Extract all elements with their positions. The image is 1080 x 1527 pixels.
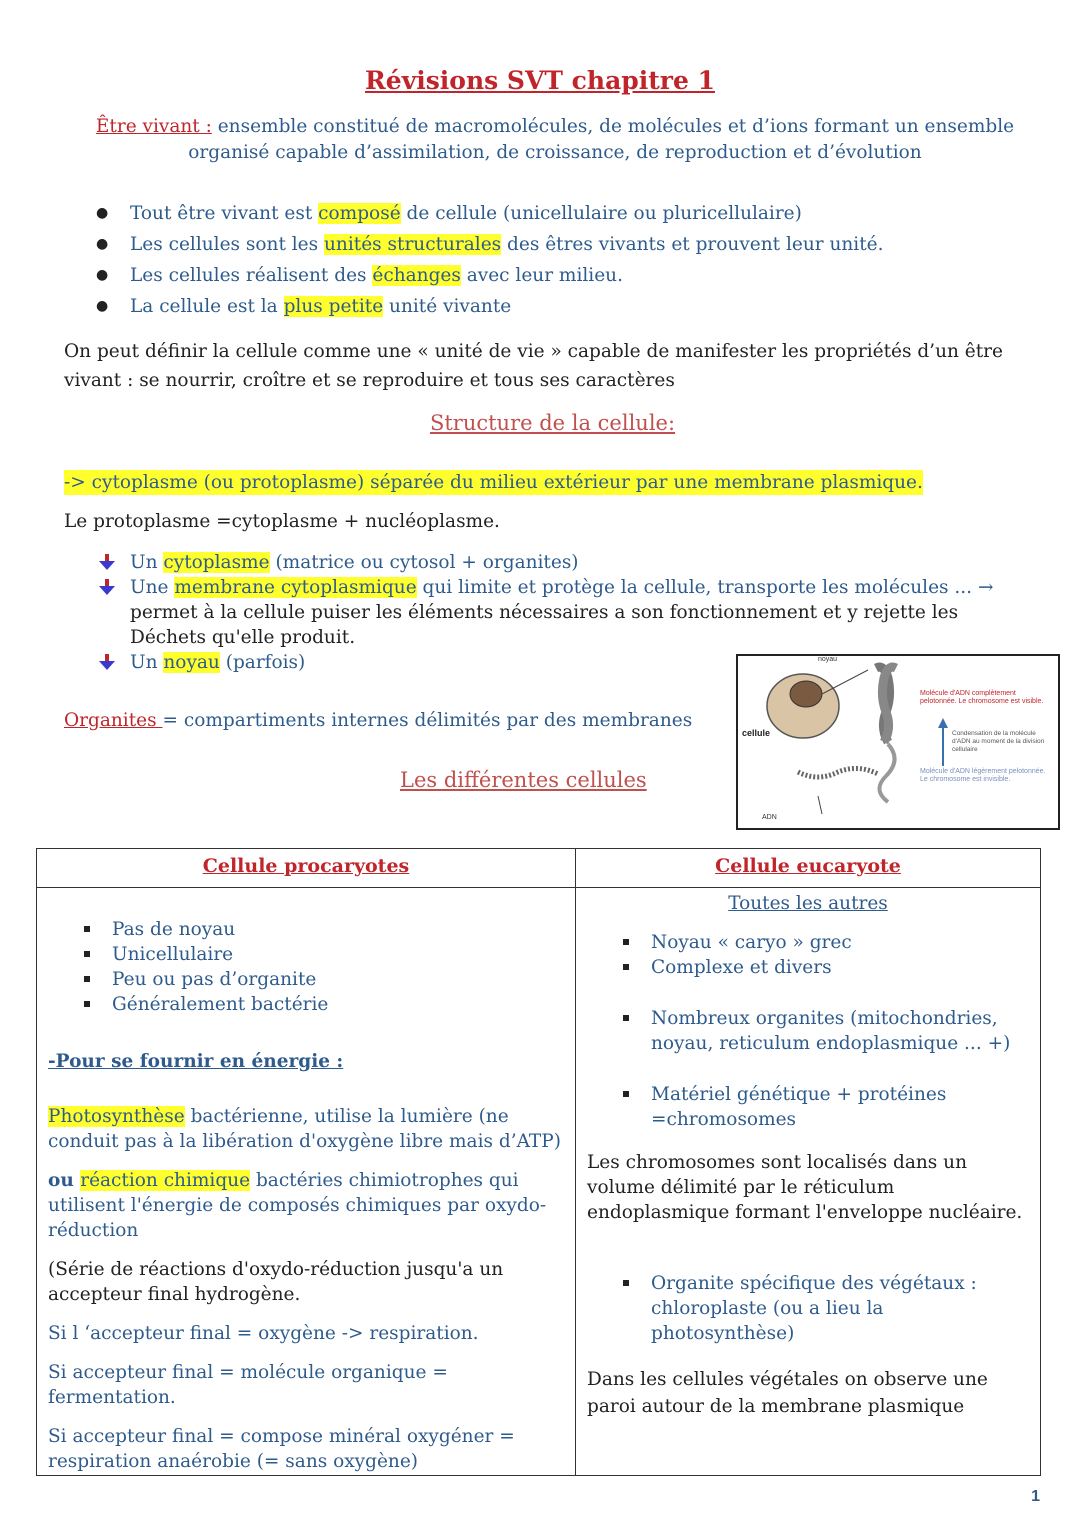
list-item: Une membrane cytoplasmique qui limite et protège la cellule, transporte les molécules ... → permet à la cellule puiser les éléments nécessaires a son fonctionnement et y rejette les Déchets qu'elle produit. <box>96 575 1026 650</box>
list-item: Noyau « caryo » grec <box>623 930 1039 955</box>
arrow-down-icon <box>98 553 116 571</box>
eucaryote-genetic <box>623 1082 1029 1132</box>
list-item: Matériel génétique + protéines =chromosomes <box>623 1082 1029 1132</box>
procaryote-cell <box>37 888 576 1476</box>
list-item: ● Tout être vivant est composé de cellule (unicellulaire ou pluricellulaire) <box>96 198 883 229</box>
structure-heading: Structure de la cellule: <box>429 411 676 435</box>
arrow-down-icon <box>98 653 116 671</box>
list-item: ● La cellule est la plus petite unité vivante <box>96 291 883 322</box>
definition-text: ensemble constitué de macromolécules, de molécules et d’ions formant un ensemble organisé capable d’assimilation, de croissance, de reproduction et d’évolution <box>188 116 1015 163</box>
list-item: ● Les cellules sont les unités structurales des êtres vivants et prouvent leur unité. <box>96 229 883 260</box>
procaryote-list <box>84 917 574 1017</box>
page-title: Révisions SVT chapitre 1 <box>365 66 715 95</box>
bullet-icon: ● <box>96 298 109 314</box>
cell-comparison-table <box>36 848 1041 1476</box>
list-item: Pas de noyau <box>84 917 574 942</box>
acceptor-organic: Si accepteur final = molécule organique = fermentation. <box>48 1362 448 1408</box>
acceptor-oxygen: Si l ‘accepteur final = oxygène -> respiration. <box>48 1323 479 1344</box>
eucaryote-cell <box>576 888 1041 1476</box>
plant-wall-text: Dans les cellules végétales on observe une paroi autour de la membrane plasmique <box>587 1369 988 1417</box>
list-item: Généralement bactérie <box>84 992 574 1017</box>
definition-label: Être vivant : <box>95 116 212 137</box>
eucaryote-chloroplast <box>623 1271 1029 1346</box>
eucaryote-header: Cellule eucaryote <box>576 849 1041 888</box>
eucaryote-organites <box>623 1006 1029 1056</box>
chemical-reaction-text: ou réaction chimique bactéries chimiotrophes qui utilisent l'énergie de composés chimiques par oxydo-réduction <box>48 1170 547 1241</box>
bullet-icon: ● <box>96 236 109 252</box>
list-item: ● Les cellules réalisent des échanges avec leur milieu. <box>96 260 883 291</box>
cytoplasm-summary: -> cytoplasme (ou protoplasme) séparée du milieu extérieur par une membrane plasmique. <box>64 472 923 493</box>
list-item: Un noyau (parfois) <box>96 650 1026 675</box>
page-number: 1 <box>1031 1488 1040 1505</box>
bullet-icon: ● <box>96 205 109 221</box>
definition-etre-vivant <box>90 114 1020 166</box>
protoplasm-formula: Le protoplasme =cytoplasme + nucléoplasme. <box>64 511 500 532</box>
organites-definition: Organites = compartiments internes délimités par des membranes <box>64 710 693 731</box>
eucaryote-subtitle: Toutes les autres <box>728 893 888 914</box>
acceptor-mineral: Si accepteur final = compose minéral oxygéner = respiration anaérobie (= sans oxygène) <box>48 1426 515 1472</box>
list-item: Organite spécifique des végétaux : chloroplaste (ou a lieu la photosynthèse) <box>623 1271 1029 1346</box>
cell-definition-paragraph: On peut définir la cellule comme une « unité de vie » capable de manifester les propriétés d’un être vivant : se nourrir, croître et se reproduire et tous ses caractères <box>64 341 1003 391</box>
list-item: Peu ou pas d’organite <box>84 967 574 992</box>
list-item: Complexe et divers <box>623 955 1039 980</box>
procaryote-header: Cellule procaryotes <box>37 849 576 888</box>
chromosome-location-text: Les chromosomes sont localisés dans un volume délimité par le réticulum endoplasmique formant l'enveloppe nucléaire. <box>587 1152 1023 1223</box>
arrow-down-icon <box>98 578 116 596</box>
dna-chromosome-figure: noyau cellule ADN Molécule d'ADN complètement pelotonnée. Le chromosome est visible. Condensation de la molécule d'ADN au moment de la division cellulaire Molécule d'ADN légèrement pelotonnée. Le chromosome est invisible. <box>736 654 1060 830</box>
list-item: Unicellulaire <box>84 942 574 967</box>
redox-series-text: (Série de réactions d'oxydo-réduction jusqu'a un accepteur final hydrogène. <box>48 1259 504 1305</box>
properties-list <box>96 198 883 322</box>
bullet-icon: ● <box>96 267 109 283</box>
list-item: Un cytoplasme (matrice ou cytosol + organites) <box>96 550 1026 575</box>
energy-heading: -Pour se fournir en énergie : <box>48 1051 344 1072</box>
eucaryote-list <box>623 930 1039 980</box>
cells-heading: Les différentes cellules <box>400 768 647 792</box>
list-item: Nombreux organites (mitochondries, noyau, reticulum endoplasmique ... +) <box>623 1006 1029 1056</box>
photosynthesis-text: Photosynthèse bactérienne, utilise la lumière (ne conduit pas à la libération d'oxygène libre mais d’ATP) <box>48 1106 561 1152</box>
